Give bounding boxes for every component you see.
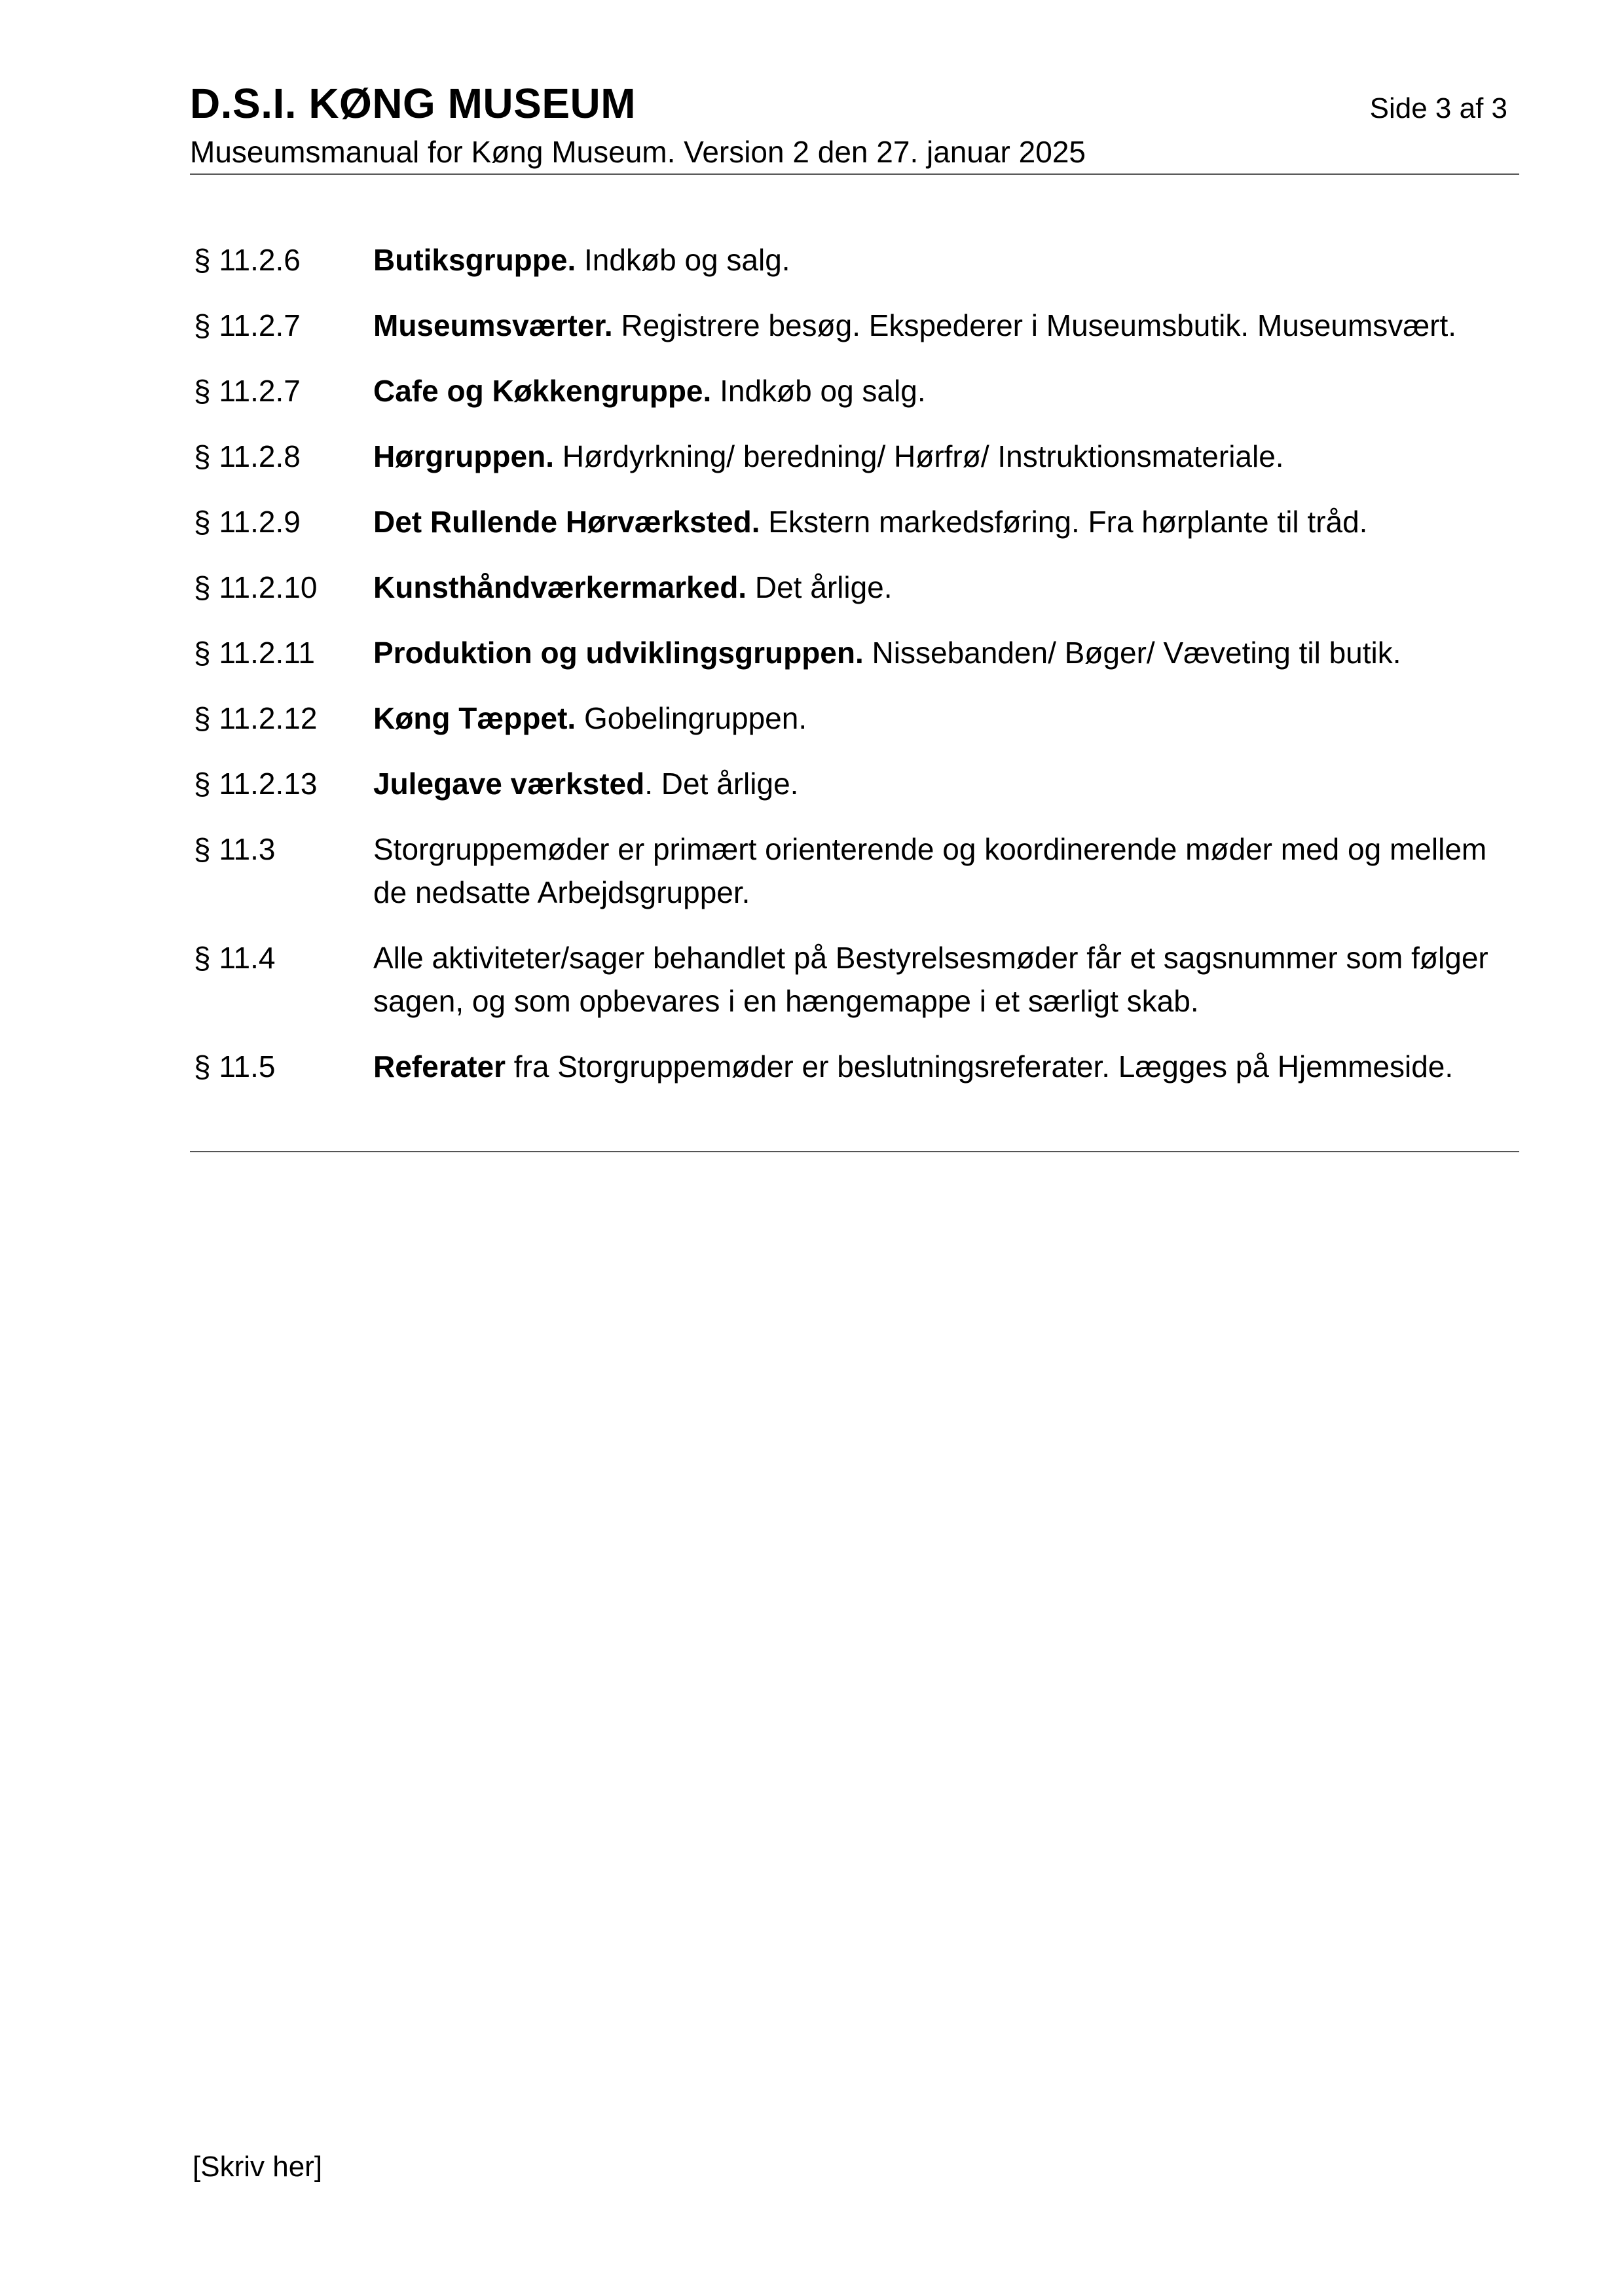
section-text [373,369,1519,412]
document-title: D.S.I. KØNG MUSEUM [190,80,637,127]
section-text [373,762,1519,805]
section-row [194,631,1519,674]
section-description: Storgruppemøder er primært orienterende og koordinerende møder med og mellem de nedsatte Arbejdsgrupper. [373,832,1487,909]
section-row [194,762,1519,805]
section-description: Ekstern markedsføring. Fra hørplante til tråd. [760,505,1368,539]
section-row [194,566,1519,609]
section-number: § 11.2.7 [194,308,301,342]
section-number: § 11.4 [194,941,276,975]
section-number: § 11.2.10 [194,570,318,604]
section-heading: Det Rullende Hørværksted. [373,505,760,539]
section-heading: Produktion og udviklingsgruppen. [373,636,864,670]
section-row [194,238,1519,282]
content-end-divider [190,1151,1519,1152]
section-heading: Museumsværter. [373,308,613,342]
section-row [194,1045,1519,1088]
section-number: § 11.2.11 [194,636,316,670]
section-text [373,936,1519,1023]
section-number: § 11.2.7 [194,374,301,408]
section-row [194,435,1519,478]
header-divider [190,173,1519,175]
section-heading: Referater [373,1049,506,1084]
page-header [190,77,1519,172]
section-heading: Hørgruppen. [373,439,554,473]
section-text [373,828,1519,914]
section-description: Gobelingruppen. [576,701,807,735]
section-row [194,500,1519,543]
section-description: fra Storgruppemøder er beslutningsreferater. Lægges på Hjemmeside. [506,1049,1454,1084]
section-text [373,435,1519,478]
section-text [373,304,1519,347]
section-description: Indkøb og salg. [576,243,790,277]
section-description: Det årlige. [747,570,893,604]
section-heading: Køng Tæppet. [373,701,576,735]
section-description: Registrere besøg. Ekspederer i Museumsbutik. Museumsvært. [612,308,1457,342]
section-description: Hørdyrkning/ beredning/ Hørfrø/ Instruktionsmateriale. [553,439,1284,473]
section-list [194,238,1519,1110]
document-subtitle: Museumsmanual for Køng Museum. Version 2 den 27. januar 2025 [190,135,1086,169]
section-number: § 11.3 [194,832,276,866]
section-heading: Cafe og Køkkengruppe. [373,374,712,408]
footer-placeholder[interactable]: [Skriv her] [193,2151,323,2183]
section-description: Alle aktiviteter/sager behandlet på Bestyrelsesmøder får et sagsnummer som følger sagen, og som opbevares i en hængemappe i et særligt skab. [373,941,1488,1018]
page-number: Side 3 af 3 [1369,92,1507,124]
section-description: Indkøb og salg. [711,374,926,408]
section-row [194,304,1519,347]
section-description: . Det årlige. [644,767,799,801]
section-number: § 11.2.12 [194,701,318,735]
section-text [373,631,1519,674]
section-number: § 11.2.6 [194,243,301,277]
section-text [373,1045,1519,1088]
section-text [373,238,1519,282]
section-text [373,697,1519,740]
section-number: § 11.5 [194,1049,276,1084]
section-number: § 11.2.13 [194,767,318,801]
section-description: Nissebanden/ Bøger/ Væveting til butik. [863,636,1401,670]
section-heading: Butiksgruppe. [373,243,576,277]
section-row [194,697,1519,740]
section-text [373,500,1519,543]
section-heading: Kunsthåndværkermarked. [373,570,747,604]
section-row [194,828,1519,914]
section-text [373,566,1519,609]
section-row [194,369,1519,412]
section-number: § 11.2.9 [194,505,301,539]
section-row [194,936,1519,1023]
section-heading: Julegave værksted [373,767,645,801]
section-number: § 11.2.8 [194,439,301,473]
